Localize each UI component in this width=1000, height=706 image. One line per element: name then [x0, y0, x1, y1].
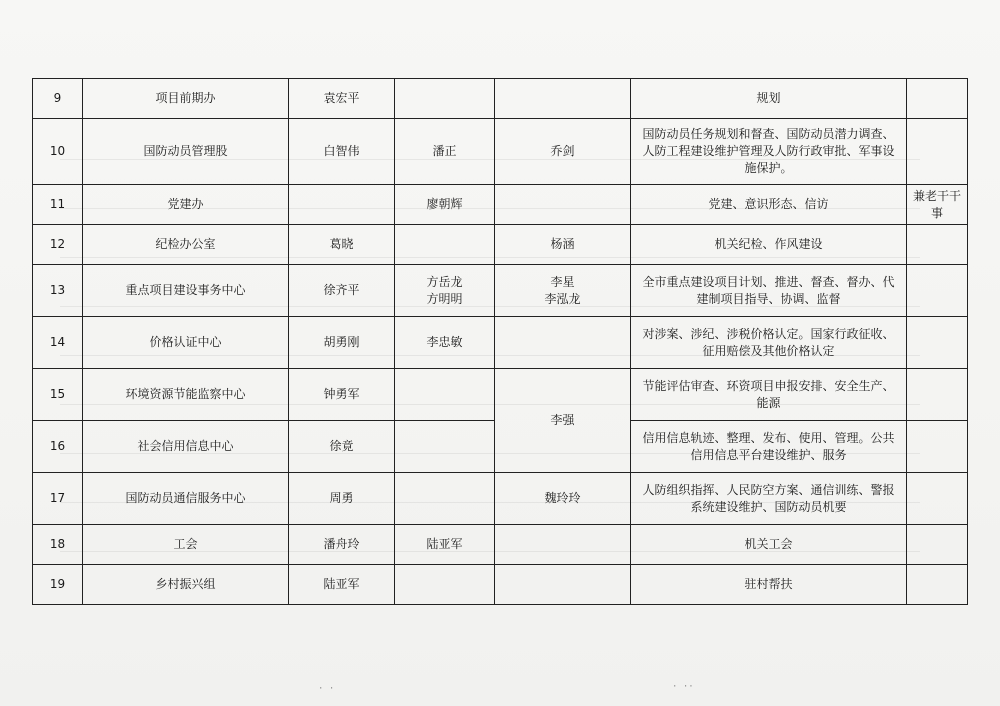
unit-leader: 袁宏平 [289, 79, 395, 119]
deputy-leader [395, 565, 495, 605]
deputy-leader [395, 317, 495, 369]
duty-description: 国防动员任务规划和督查、国防动员潜力调查、人防工程建设维护管理及人防行政审批、军事设施保护。 [631, 119, 907, 185]
scan-mark: · · [318, 684, 335, 694]
unit-name: 纪检办公室 [83, 225, 289, 265]
liaison-officer [495, 119, 631, 185]
duty-description: 驻村帮扶 [631, 565, 907, 605]
remark: 兼老干干事 [907, 185, 968, 225]
deputy-leader-name: 陆亚军 [426, 537, 463, 551]
table-row [33, 79, 968, 119]
table-row [33, 565, 968, 605]
duty-description: 机关纪检、作风建设 [631, 225, 907, 265]
deputy-leader [395, 421, 495, 473]
unit-leader: 徐竟 [289, 421, 395, 473]
unit-leader: 潘舟玲 [289, 525, 395, 565]
liaison-officer [495, 525, 631, 565]
remark [907, 225, 968, 265]
unit-leader [289, 185, 395, 225]
deputy-leader-name: 方明明 [426, 291, 463, 306]
row-number: 17 [33, 473, 83, 525]
row-number: 16 [33, 421, 83, 473]
table-row [33, 525, 968, 565]
row-number: 18 [33, 525, 83, 565]
table-row [33, 119, 968, 185]
deputy-leader-name: 潘正 [432, 144, 457, 158]
remark [907, 421, 968, 473]
table-row [33, 369, 968, 421]
liaison-officer [495, 185, 631, 225]
deputy-leader [395, 79, 495, 119]
remark [907, 317, 968, 369]
deputy-leader [395, 473, 495, 525]
row-number: 14 [33, 317, 83, 369]
duty-description: 党建、意识形态、信访 [631, 185, 907, 225]
duty-description: 节能评估审查、环资项目申报安排、安全生产、能源 [631, 369, 907, 421]
deputy-leader-name: 廖朝辉 [426, 197, 463, 211]
unit-name: 国防动员管理股 [83, 119, 289, 185]
table-row [33, 185, 968, 225]
deputy-leader [395, 525, 495, 565]
liaison-officer: 李强 [495, 369, 631, 473]
row-number: 11 [33, 185, 83, 225]
liaison-officer [495, 265, 631, 317]
liaison-officer [495, 79, 631, 119]
unit-leader: 钟勇军 [289, 369, 395, 421]
liaison-officer [495, 317, 631, 369]
deputy-leader-name: 方岳龙 [426, 274, 463, 289]
duty-description: 规划 [631, 79, 907, 119]
duty-description: 全市重点建设项目计划、推进、督查、督办、代建制项目指导、协调、监督 [631, 265, 907, 317]
row-number: 12 [33, 225, 83, 265]
remark [907, 473, 968, 525]
table-row [33, 473, 968, 525]
liaison-officer [495, 473, 631, 525]
liaison-officer-name: 李泓龙 [544, 291, 581, 306]
unit-leader: 徐齐平 [289, 265, 395, 317]
liaison-officer-name: 魏玲玲 [544, 491, 581, 505]
row-number: 9 [33, 79, 83, 119]
unit-leader: 陆亚军 [289, 565, 395, 605]
remark [907, 565, 968, 605]
row-number: 10 [33, 119, 83, 185]
duty-description: 信用信息轨迹、整理、发布、使用、管理。公共信用信息平台建设维护、服务 [631, 421, 907, 473]
unit-name: 国防动员通信服务中心 [83, 473, 289, 525]
department-duty-table [32, 78, 968, 605]
row-number: 13 [33, 265, 83, 317]
liaison-officer [495, 225, 631, 265]
liaison-officer-name: 乔剑 [550, 144, 575, 158]
duty-description: 机关工会 [631, 525, 907, 565]
remark [907, 79, 968, 119]
liaison-officer [495, 565, 631, 605]
remark [907, 369, 968, 421]
duty-description: 对涉案、涉纪、涉税价格认定。国家行政征收、征用赔偿及其他价格认定 [631, 317, 907, 369]
scan-mark: · ·· [672, 682, 694, 692]
unit-name: 重点项目建设事务中心 [83, 265, 289, 317]
row-number: 15 [33, 369, 83, 421]
liaison-officer-name: 杨涵 [550, 237, 575, 251]
unit-name: 项目前期办 [83, 79, 289, 119]
liaison-officer-name: 李星 [550, 274, 575, 289]
deputy-leader [395, 265, 495, 317]
unit-name: 价格认证中心 [83, 317, 289, 369]
deputy-leader [395, 369, 495, 421]
deputy-leader [395, 225, 495, 265]
table-row [33, 225, 968, 265]
deputy-leader [395, 185, 495, 225]
unit-name: 社会信用信息中心 [83, 421, 289, 473]
unit-leader: 葛晓 [289, 225, 395, 265]
unit-name: 党建办 [83, 185, 289, 225]
unit-name: 工会 [83, 525, 289, 565]
unit-leader: 胡勇刚 [289, 317, 395, 369]
table-row [33, 265, 968, 317]
unit-name: 乡村振兴组 [83, 565, 289, 605]
table-row [33, 317, 968, 369]
row-number: 19 [33, 565, 83, 605]
remark [907, 119, 968, 185]
remark [907, 265, 968, 317]
unit-name: 环境资源节能监察中心 [83, 369, 289, 421]
remark [907, 525, 968, 565]
unit-leader: 白智伟 [289, 119, 395, 185]
deputy-leader [395, 119, 495, 185]
deputy-leader-name: 李忠敏 [426, 335, 463, 349]
unit-leader: 周勇 [289, 473, 395, 525]
duty-description: 人防组织指挥、人民防空方案、通信训练、警报系统建设维护、国防动员机要 [631, 473, 907, 525]
